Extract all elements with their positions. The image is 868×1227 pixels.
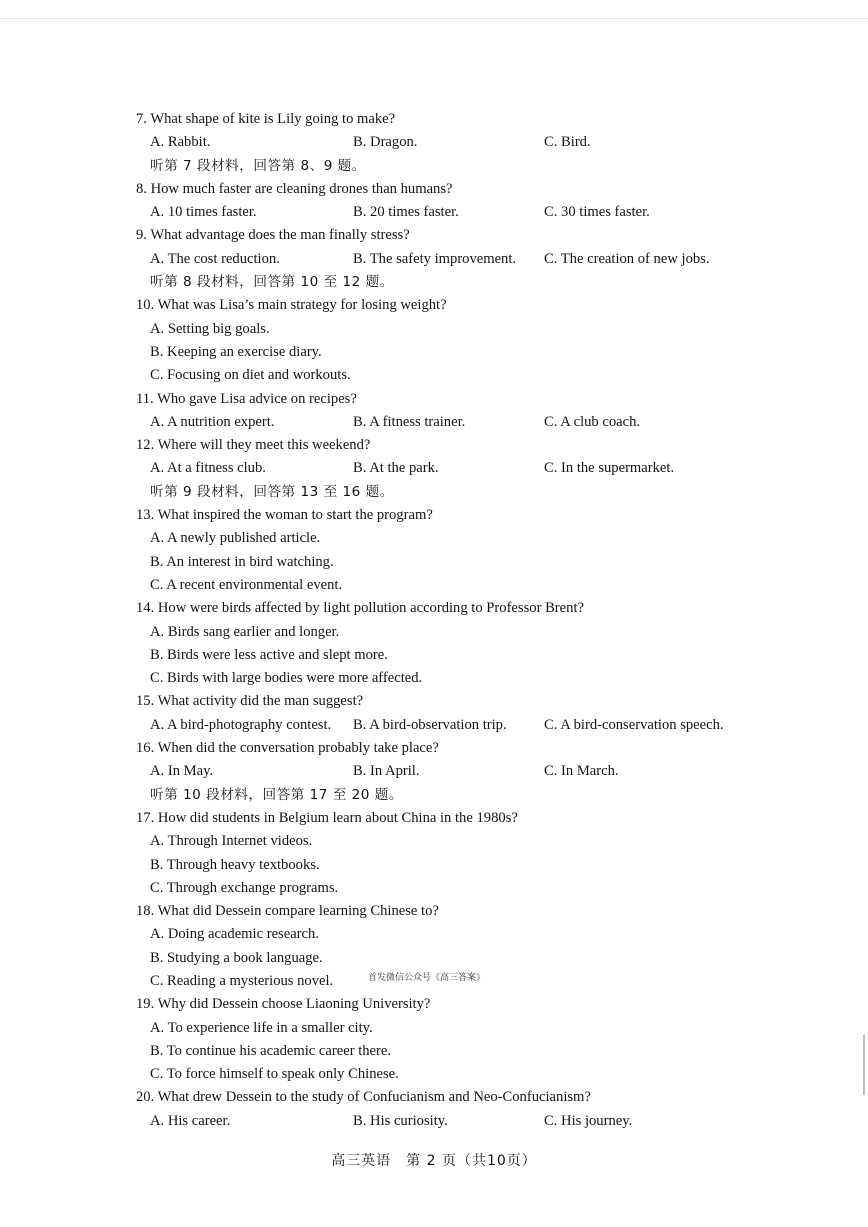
answer-option: B. At the park. (353, 460, 439, 477)
question-stem: 9. What advantage does the man finally stress? (136, 227, 410, 244)
answer-option: A. Setting big goals. (150, 320, 270, 337)
answer-option: B. A bird-observation trip. (353, 716, 507, 733)
answer-option: B. The safety improvement. (353, 250, 517, 267)
watermark: 首发微信公众号《高三答案》 (368, 973, 486, 983)
answer-option: B. 20 times faster. (353, 204, 459, 221)
answer-options-row (0, 411, 868, 434)
answer-option: C. A club coach. (544, 413, 641, 430)
answer-option: A. A nutrition expert. (150, 413, 275, 430)
question-stem: 19. Why did Dessein choose Liaoning University? (136, 996, 431, 1013)
answer-option: A. In May. (150, 763, 214, 780)
answer-option: C. Focusing on diet and workouts. (150, 367, 351, 384)
answer-option: C. Through exchange programs. (150, 879, 339, 896)
question-stem: 17. How did students in Belgium learn about China in the 1980s? (136, 809, 518, 826)
answer-option: A. Birds sang earlier and longer. (150, 623, 340, 640)
section-instruction: 听第 8 段材料，回答第 10 至 12 题。 (150, 274, 394, 291)
answer-option: B. Through heavy textbooks. (150, 856, 320, 873)
answer-option: A. 10 times faster. (150, 204, 257, 221)
answer-option: B. To continue his academic career there. (150, 1042, 392, 1059)
answer-option: C. Bird. (544, 134, 591, 151)
answer-option: C. Reading a mysterious novel. (150, 972, 334, 989)
answer-option: A. A bird-photography contest. (150, 716, 332, 733)
answer-options-row (0, 131, 868, 154)
answer-option: B. Studying a book language. (150, 949, 323, 966)
section-instruction: 听第 9 段材料，回答第 13 至 16 题。 (150, 483, 394, 500)
page-edge-line (0, 18, 868, 19)
answer-options-row (0, 248, 868, 271)
question-stem: 10. What was Lisa’s main strategy for losing weight? (136, 297, 447, 314)
question-stem: 8. How much faster are cleaning drones than humans? (136, 180, 453, 197)
answer-options-row (0, 714, 868, 737)
question-stem: 15. What activity did the man suggest? (136, 693, 364, 710)
page-footer: 高三英语 第 2 页（共10页） (331, 1153, 537, 1169)
answer-option: C. In March. (544, 763, 619, 780)
answer-option: A. A newly published article. (150, 530, 321, 547)
question-stem: 16. When did the conversation probably take place? (136, 740, 439, 757)
question-stem: 12. Where will they meet this weekend? (136, 437, 371, 454)
answer-option: B. A fitness trainer. (353, 413, 466, 430)
answer-option: C. His journey. (544, 1112, 633, 1129)
answer-option: B. Dragon. (353, 134, 418, 151)
answer-option: C. 30 times faster. (544, 204, 650, 221)
answer-option: B. Birds were less active and slept more. (150, 646, 388, 663)
answer-option: C. To force himself to speak only Chinese. (150, 1066, 399, 1083)
answer-option: C. A recent environmental event. (150, 576, 343, 593)
answer-option: B. In April. (353, 763, 420, 780)
answer-option: C. In the supermarket. (544, 460, 675, 477)
answer-option: A. Doing academic research. (150, 926, 319, 943)
answer-option: A. To experience life in a smaller city. (150, 1019, 373, 1036)
answer-options-row (0, 1110, 868, 1133)
answer-option: C. Birds with large bodies were more affected. (150, 670, 423, 687)
answer-option: A. Through Internet videos. (150, 833, 313, 850)
answer-options-row (0, 457, 868, 480)
question-stem: 13. What inspired the woman to start the program? (136, 507, 433, 524)
question-stem: 20. What drew Dessein to the study of Confucianism and Neo-Confucianism? (136, 1089, 591, 1106)
question-stem: 14. How were birds affected by light pollution according to Professor Brent? (136, 600, 584, 617)
answer-option: A. At a fitness club. (150, 460, 266, 477)
question-stem: 18. What did Dessein compare learning Chinese to? (136, 903, 439, 920)
answer-option: B. Keeping an exercise diary. (150, 343, 322, 360)
answer-options-row (0, 201, 868, 224)
answer-option: B. An interest in bird watching. (150, 553, 334, 570)
answer-options-row (0, 760, 868, 783)
answer-option: C. A bird-conservation speech. (544, 716, 724, 733)
answer-option: A. Rabbit. (150, 134, 211, 151)
section-instruction: 听第 7 段材料，回答第 8、9 题。 (150, 157, 366, 174)
answer-option: B. His curiosity. (353, 1112, 448, 1129)
question-stem: 7. What shape of kite is Lily going to make? (136, 111, 396, 127)
question-stem: 11. Who gave Lisa advice on recipes? (136, 390, 357, 407)
answer-option: A. The cost reduction. (150, 250, 280, 267)
answer-option: C. The creation of new jobs. (544, 250, 710, 267)
answer-option: A. His career. (150, 1112, 231, 1129)
section-instruction: 听第 10 段材料，回答第 17 至 20 题。 (150, 786, 403, 803)
